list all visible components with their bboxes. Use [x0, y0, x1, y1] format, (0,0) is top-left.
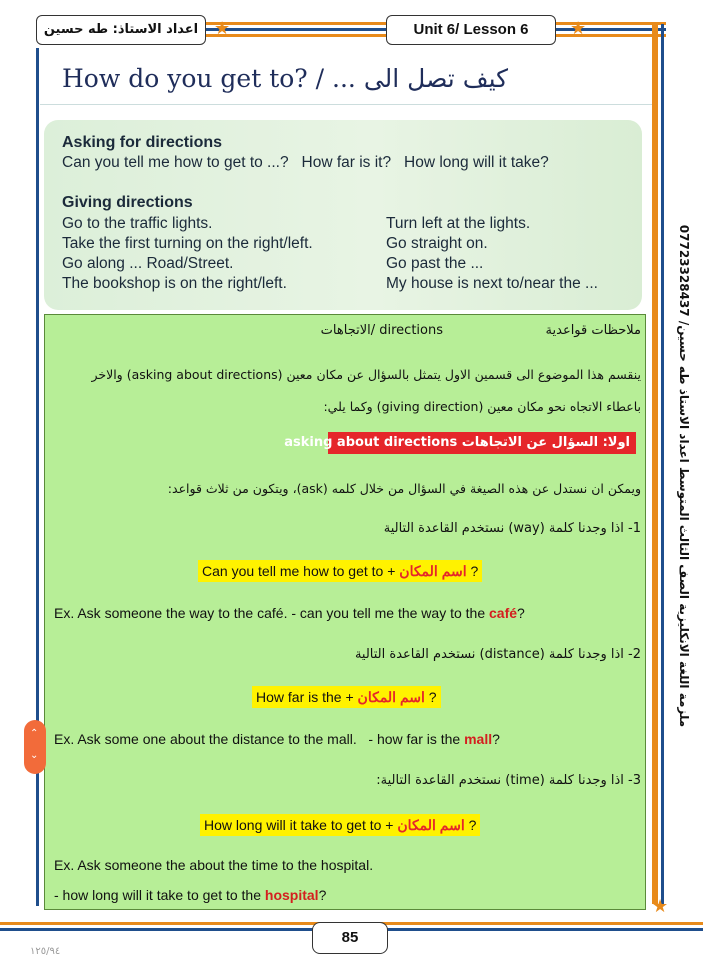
- star-icon: ★: [570, 18, 587, 39]
- rule-1-formula-end: ?: [470, 563, 479, 579]
- asking-heading: Asking for directions: [62, 134, 223, 151]
- chevron-up-icon[interactable]: ⌃: [30, 728, 39, 739]
- giving-left-1: Go to the traffic lights.: [62, 215, 213, 232]
- side-scroll-tab[interactable]: [24, 720, 46, 774]
- notes-topic: directions /الاتجاهات: [320, 323, 443, 338]
- example-3-text: - how long will it take to get to the: [54, 887, 265, 903]
- intro-line-2: باعطاء الاتجاه نحو مكان معين (giving direction) وكما يلي:: [323, 399, 641, 414]
- rule-intro: ويمكن ان نستدل عن هذه الصيغة في السؤال من خلال كلمه (ask)، ويتكون من ثلاث قواعد:: [167, 481, 641, 496]
- rule-1-formula-text: Can you tell me how to get to +: [202, 563, 396, 579]
- title-divider: [40, 104, 652, 105]
- giving-right-4: My house is next to/near the ...: [386, 275, 598, 292]
- giving-heading: Giving directions: [62, 194, 193, 211]
- example-2-text: Ex. Ask some one about the distance to the mall. - how far is the: [54, 731, 465, 747]
- example-2-place: mall: [464, 731, 493, 747]
- rule-2-formula-text: How far is the +: [256, 689, 354, 705]
- example-1: [54, 604, 525, 622]
- giving-left-3: Go along ... Road/Street.: [62, 255, 234, 272]
- giving-right-2: Go straight on.: [386, 235, 488, 252]
- rule-1-formula: [198, 560, 482, 582]
- example-3-place: hospital: [264, 887, 319, 903]
- example-1-text: Ex. Ask someone the way to the café. - can you tell me the way to the: [54, 605, 490, 621]
- rule-2-formula-end: ?: [428, 689, 437, 705]
- example-2-end: ?: [492, 731, 500, 747]
- giving-right-3: Go past the ...: [386, 255, 484, 272]
- author-label: اعداد الاستاذ: طه حسين: [36, 15, 206, 45]
- example-3-end: ?: [318, 887, 327, 903]
- example-3-line-1: Ex. Ask someone the about the time to the hospital.: [54, 857, 374, 873]
- giving-right-1: Turn left at the lights.: [386, 215, 531, 232]
- left-border-line: [36, 48, 39, 906]
- rule-1-label: 1- اذا وجدنا كلمة (way) نستخدم القاعدة التالية: [383, 521, 641, 536]
- unit-lesson-label: Unit 6/ Lesson 6: [386, 15, 556, 45]
- example-3-line-2: [54, 886, 326, 904]
- example-2: [54, 730, 500, 748]
- place-name-label: اسم المكان: [357, 689, 425, 705]
- intro-line-1: ينقسم هذا الموضوع الى قسمين الاول يتمثل بالسؤال عن مكان معين (asking about directions) والاخر: [91, 367, 641, 382]
- corner-page-counter: ١٢٥/٩٤: [30, 946, 61, 957]
- star-icon: ★: [652, 896, 669, 917]
- asking-directions-banner: اولا: السؤال عن الاتجاهات asking about directions: [328, 432, 636, 454]
- rule-3-formula-end: ?: [468, 817, 477, 833]
- notes-heading: ملاحظات قواعدية: [545, 323, 641, 338]
- rule-3-formula: [200, 814, 480, 836]
- rule-3-label: 3- اذا وجدنا كلمة (time) نستخدم القاعدة التالية:: [376, 773, 641, 788]
- rule-2-formula: [252, 686, 441, 708]
- page-number: 85: [312, 922, 388, 954]
- side-vertical-caption: ملزمة اللغة الانكليزية الصف الثالث المتوسط اعداد الاستاذ طه حسين/ 07723328437: [677, 224, 691, 728]
- right-border-orange: [652, 24, 658, 904]
- example-1-end: ?: [517, 605, 525, 621]
- asking-line: Can you tell me how to get to ...? How far is it? How long will it take?: [62, 154, 549, 171]
- chevron-down-icon[interactable]: ⌄: [30, 750, 39, 761]
- place-name-label: اسم المكان: [397, 817, 465, 833]
- place-name-label: اسم المكان: [399, 563, 467, 579]
- star-icon: ★: [214, 18, 231, 39]
- giving-left-2: Take the first turning on the right/left.: [62, 235, 313, 252]
- page-title: How do you get to? / ... كيف تصل الى: [62, 64, 509, 93]
- rule-2-label: 2- اذا وجدنا كلمة (distance) نستخدم القاعدة التالية: [354, 647, 641, 662]
- header-stripe-left: [206, 18, 386, 44]
- right-border-blue: [661, 24, 664, 904]
- rule-3-formula-text: How long will it take to get to +: [204, 817, 394, 833]
- giving-left-4: The bookshop is on the right/left.: [62, 275, 287, 292]
- example-1-place: café: [489, 605, 518, 621]
